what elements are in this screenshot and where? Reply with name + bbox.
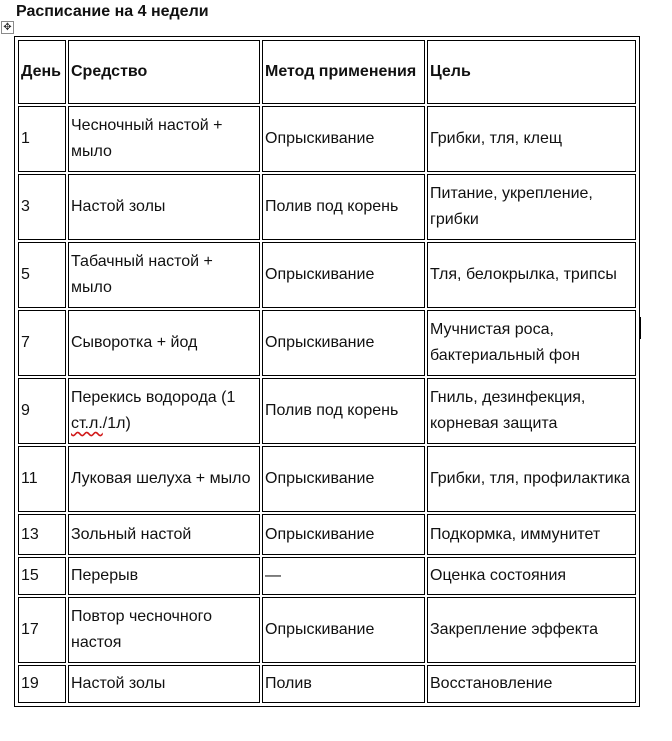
cell-goal[interactable]: Грибки, тля, клещ: [427, 106, 636, 172]
cell-method[interactable]: Опрыскивание: [262, 514, 425, 555]
cell-day[interactable]: 15: [18, 557, 66, 595]
remedy-text-part1: Перекись водорода (1: [71, 389, 236, 406]
cell-goal[interactable]: Грибки, тля, профилактика: [427, 446, 636, 512]
cell-remedy[interactable]: Повтор чесночного настоя: [68, 597, 260, 663]
cell-remedy[interactable]: Перерыв: [68, 557, 260, 595]
header-method[interactable]: Метод применения: [262, 40, 425, 104]
cell-method[interactable]: Полив под корень: [262, 378, 425, 444]
document-title: Расписание на 4 недели: [16, 3, 209, 20]
cell-method[interactable]: Опрыскивание: [262, 446, 425, 512]
table-row: [18, 597, 636, 663]
cell-day[interactable]: 19: [18, 665, 66, 703]
cell-day[interactable]: 13: [18, 514, 66, 555]
remedy-text-part2: /1л): [102, 415, 131, 432]
header-remedy[interactable]: Средство: [68, 40, 260, 104]
cell-day[interactable]: 3: [18, 174, 66, 240]
spellcheck-flagged-word[interactable]: ст.л.: [71, 415, 103, 432]
table-row: [18, 557, 636, 595]
table-row: [18, 446, 636, 512]
cell-remedy[interactable]: Зольный настой: [68, 514, 260, 555]
cell-goal[interactable]: Восстановление: [427, 665, 636, 703]
cell-day[interactable]: 9: [18, 378, 66, 444]
schedule-table: [16, 38, 638, 705]
cell-goal[interactable]: Гниль, дезинфекция, корневая защита: [427, 378, 636, 444]
cell-method[interactable]: Опрыскивание: [262, 242, 425, 308]
table-row: [18, 514, 636, 555]
cell-method[interactable]: —: [262, 557, 425, 595]
table-row: [18, 242, 636, 308]
cell-day[interactable]: 11: [18, 446, 66, 512]
cell-day[interactable]: 1: [18, 106, 66, 172]
cell-goal[interactable]: Оценка состояния: [427, 557, 636, 595]
cell-day[interactable]: 5: [18, 242, 66, 308]
cell-day[interactable]: 17: [18, 597, 66, 663]
cell-method[interactable]: Опрыскивание: [262, 106, 425, 172]
cell-goal[interactable]: Закрепление эффекта: [427, 597, 636, 663]
cell-remedy[interactable]: Чесночный настой + мыло: [68, 106, 260, 172]
cell-remedy[interactable]: [68, 378, 260, 444]
table-move-handle-icon[interactable]: ✥: [1, 21, 14, 34]
cell-goal[interactable]: Подкормка, иммунитет: [427, 514, 636, 555]
header-goal[interactable]: Цель: [427, 40, 636, 104]
cell-method[interactable]: Полив: [262, 665, 425, 703]
cell-remedy[interactable]: Сыворотка + йод: [68, 310, 260, 376]
cell-method[interactable]: Полив под корень: [262, 174, 425, 240]
schedule-table-wrapper: [14, 36, 640, 707]
cell-remedy[interactable]: Настой золы: [68, 174, 260, 240]
cell-method[interactable]: Опрыскивание: [262, 310, 425, 376]
table-row: [18, 174, 636, 240]
header-day[interactable]: День: [18, 40, 66, 104]
cell-remedy[interactable]: Настой золы: [68, 665, 260, 703]
cell-remedy[interactable]: Луковая шелуха + мыло: [68, 446, 260, 512]
table-header-row: [18, 40, 636, 104]
table-row: [18, 310, 636, 376]
cell-remedy[interactable]: Табачный настой + мыло: [68, 242, 260, 308]
cell-goal[interactable]: Тля, белокрылка, трипсы: [427, 242, 636, 308]
cell-goal[interactable]: Мучнистая роса, бактериальный фон: [427, 310, 636, 376]
cell-goal[interactable]: Питание, укрепление, грибки: [427, 174, 636, 240]
cell-method[interactable]: Опрыскивание: [262, 597, 425, 663]
table-row: [18, 378, 636, 444]
table-row: [18, 106, 636, 172]
table-row: [18, 665, 636, 703]
cell-day[interactable]: 7: [18, 310, 66, 376]
